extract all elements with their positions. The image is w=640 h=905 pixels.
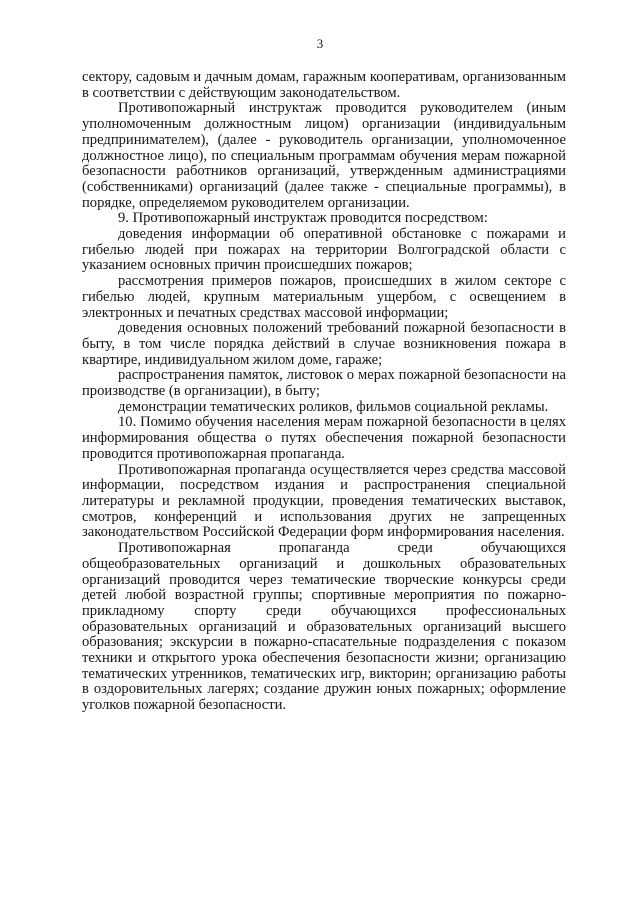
- page-number: 3: [316, 36, 324, 51]
- paragraph-videos: демонстрации тематических роликов, фильмов социальной рекламы.: [118, 398, 549, 415]
- paragraph-continuation: сектору, садовым и дачным домам, гаражным кооперативам, организованным в соответствии с действующим законодательством.: [82, 69, 566, 101]
- paragraph-safety-requirements: доведения основных положений требований пожарной безопасности в быту, в том числе порядка действий в случае возникновения пожара в квартире, индивидуальном жилом доме, гараже;: [82, 320, 566, 368]
- paragraph-fire-examples: рассмотрения примеров пожаров, происшедших в жилом секторе с гибелью людей, крупным материальным ущербом, с освещением в электронных и печатных средствах массовой информации;: [82, 273, 566, 321]
- paragraph-leaflets: распространения памяток, листовок о мерах пожарной безопасности на производстве (в организации), в быту;: [82, 367, 566, 400]
- paragraph-item-9: 9. Противопожарный инструктаж проводится посредством:: [118, 210, 488, 227]
- document-body: [82, 70, 566, 714]
- paragraph-item-10: 10. Помимо обучения населения мерам пожарной безопасности в целях информирования общества о путях обеспечения пожарной безопасности проводится противопожарная пропаганда.: [82, 414, 566, 462]
- paragraph-propaganda-students: Противопожарная пропаганда среди обучающихся общеобразовательных организаций и дошкольных образовательных организаций проводится через тематические творческие конкурсы среди детей любой возрастной группы; спортивные мероприятия по пожарно-прикладному спорту среди обучающихся профессиональных образовательных организаций и образовательных организаций высшего образования; экскурсии в пожарно-спасательные подразделения с показом техники и открытого урока обеспечения безопасности жизни; организацию тематических утренников, тематических игр, викторин; организацию работы в оздоровительных лагерях; создание дружин юных пожарных; оформление уголков пожарной безопасности.: [82, 540, 566, 714]
- paragraph-instruction-holder: Противопожарный инструктаж проводится руководителем (иным уполномоченным должностным лицом) организации (индивидуальным предпринимателем), (далее - руководитель организации, уполномоченное должностное лицо), по специальным программам обучения мерам пожарной безопасности работников организаций, утвержденным администрациями (собственниками) организаций (далее также - специальные программы), в порядке, определяемом руководителем организации.: [82, 100, 566, 211]
- paragraph-propaganda-media: Противопожарная пропаганда осуществляется через средства массовой информации, посредством издания и распространения специальной литературы и рекламной продукции, проведения тематических выставок, смотров, конференций и использования других не запрещенных законодательством Российской Федерации форм информирования населения.: [82, 461, 566, 541]
- paragraph-fire-situation: доведения информации об оперативной обстановке с пожарами и гибелью людей при пожарах на территории Волгоградской области с указанием основных причин происшедших пожаров;: [82, 226, 566, 274]
